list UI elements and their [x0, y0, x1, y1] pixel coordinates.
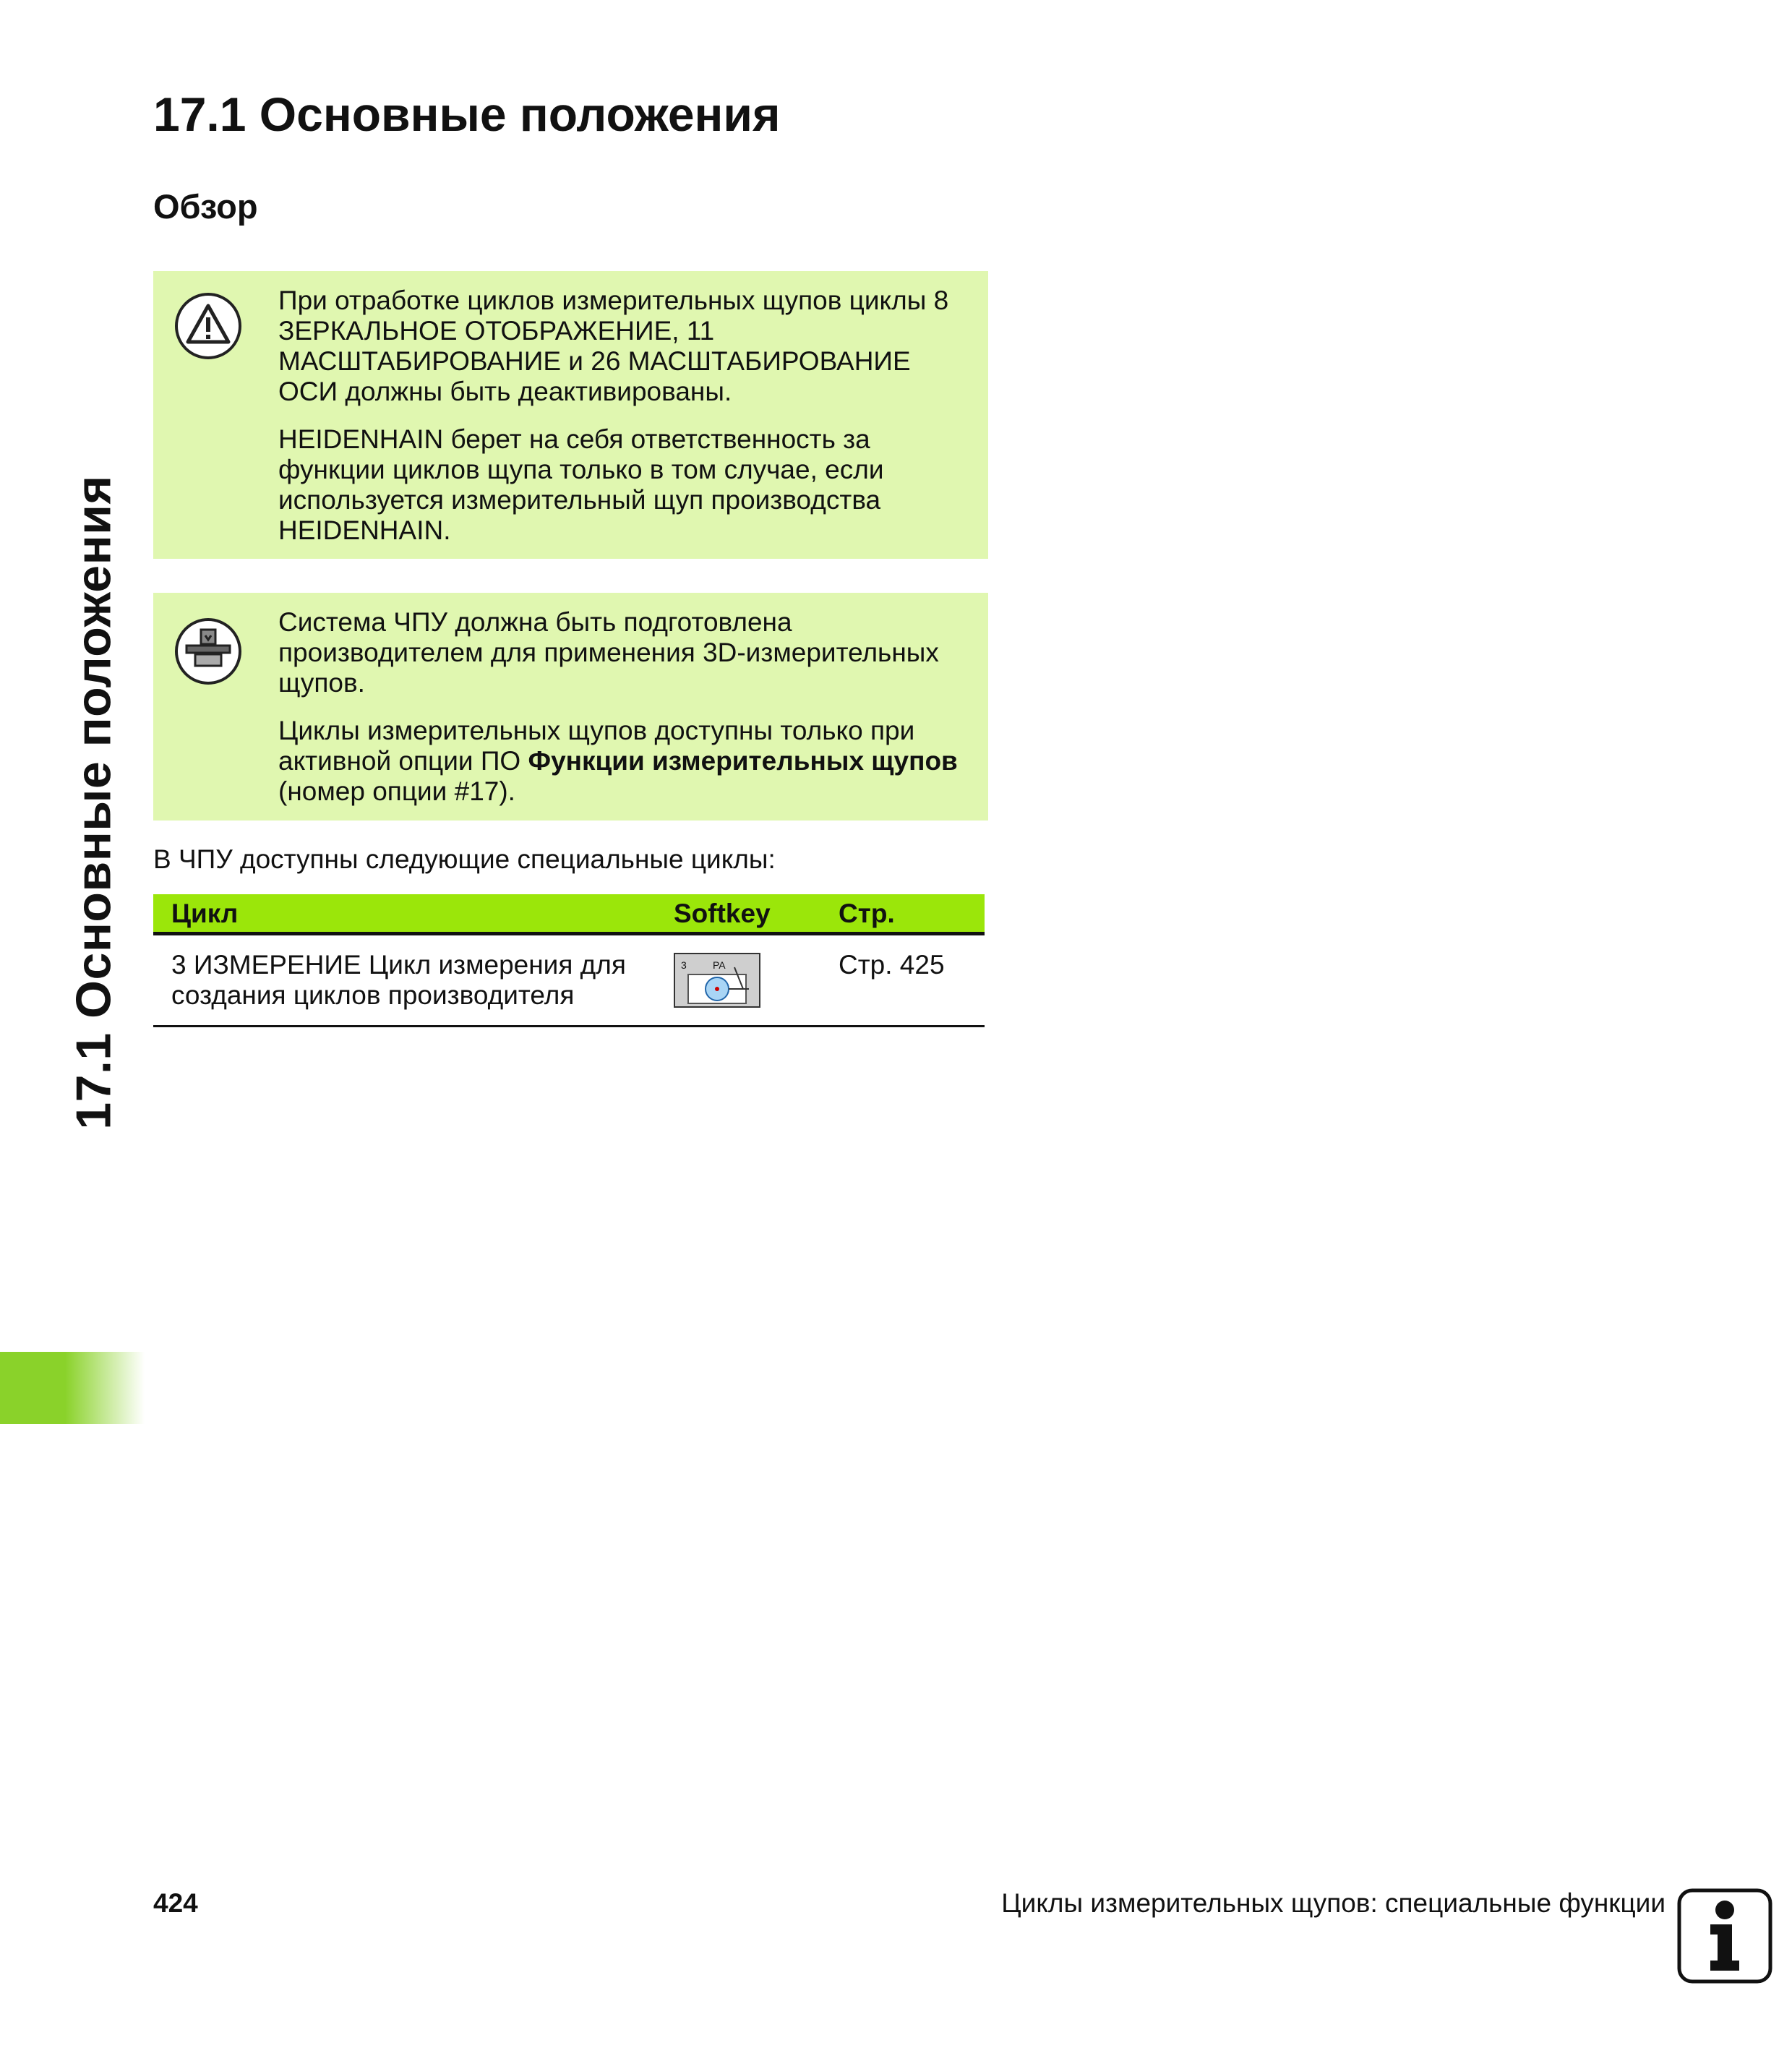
subsection-title: Обзор	[153, 187, 258, 226]
measure-softkey-icon[interactable]	[674, 953, 760, 1008]
warning-icon	[173, 291, 243, 361]
header-cycle: Цикл	[171, 899, 239, 928]
header-page: Стр.	[839, 899, 895, 928]
cycle-page-ref[interactable]: Стр. 425	[839, 950, 945, 980]
machine-note-option-paragraph	[278, 716, 966, 807]
page-title: 17.1 Основные положения	[153, 87, 781, 141]
sidebar-chapter-title-text: 17.1 Основные положения	[67, 475, 122, 1130]
footer-chapter-title: Циклы измерительных щупов: специальные функции	[1001, 1888, 1665, 1918]
page-number: 424	[153, 1888, 198, 1918]
chapter-tab-marker	[0, 1352, 145, 1424]
intro-text: В ЧПУ доступны следующие специальные циклы:	[153, 844, 776, 874]
option-text-before: Циклы измерительных щупов доступны только при активной опции ПО	[278, 716, 915, 776]
softkey-label: PA	[713, 959, 726, 971]
info-icon[interactable]	[1677, 1888, 1772, 1984]
machine-icon	[173, 617, 243, 686]
cycles-table	[153, 894, 985, 1027]
machine-note	[153, 593, 988, 821]
warning-note	[153, 271, 988, 559]
header-softkey: Softkey	[674, 899, 771, 928]
machine-note-paragraph: Система ЧПУ должна быть подготовлена производителем для применения 3D-измерительных щупов.	[278, 607, 939, 698]
table-header-row	[153, 894, 985, 935]
cycle-name: 3 ИЗМЕРЕНИЕ Цикл измерения для создания циклов производителя	[171, 950, 626, 1010]
warning-note-paragraph: При отработке циклов измерительных щупов циклы 8 ЗЕРКАЛЬНОЕ ОТОБРАЖЕНИЕ, 11 МАСШТАБИРОВАНИЕ и 26 МАСШТАБИРОВАНИЕ ОСИ должны быть деактивированы.	[278, 286, 949, 406]
softkey-number: 3	[681, 959, 687, 971]
option-name: Функции измерительных щупов	[528, 746, 958, 776]
sidebar-chapter-title	[43, 475, 145, 1130]
warning-note-paragraph: HEIDENHAIN берет на себя ответственность за функции циклов щупа только в том случае, если используется измерительный щуп производства HEIDENHAIN.	[278, 424, 884, 545]
option-text-after: (номер опции #17).	[278, 776, 515, 806]
table-row	[153, 935, 985, 1027]
